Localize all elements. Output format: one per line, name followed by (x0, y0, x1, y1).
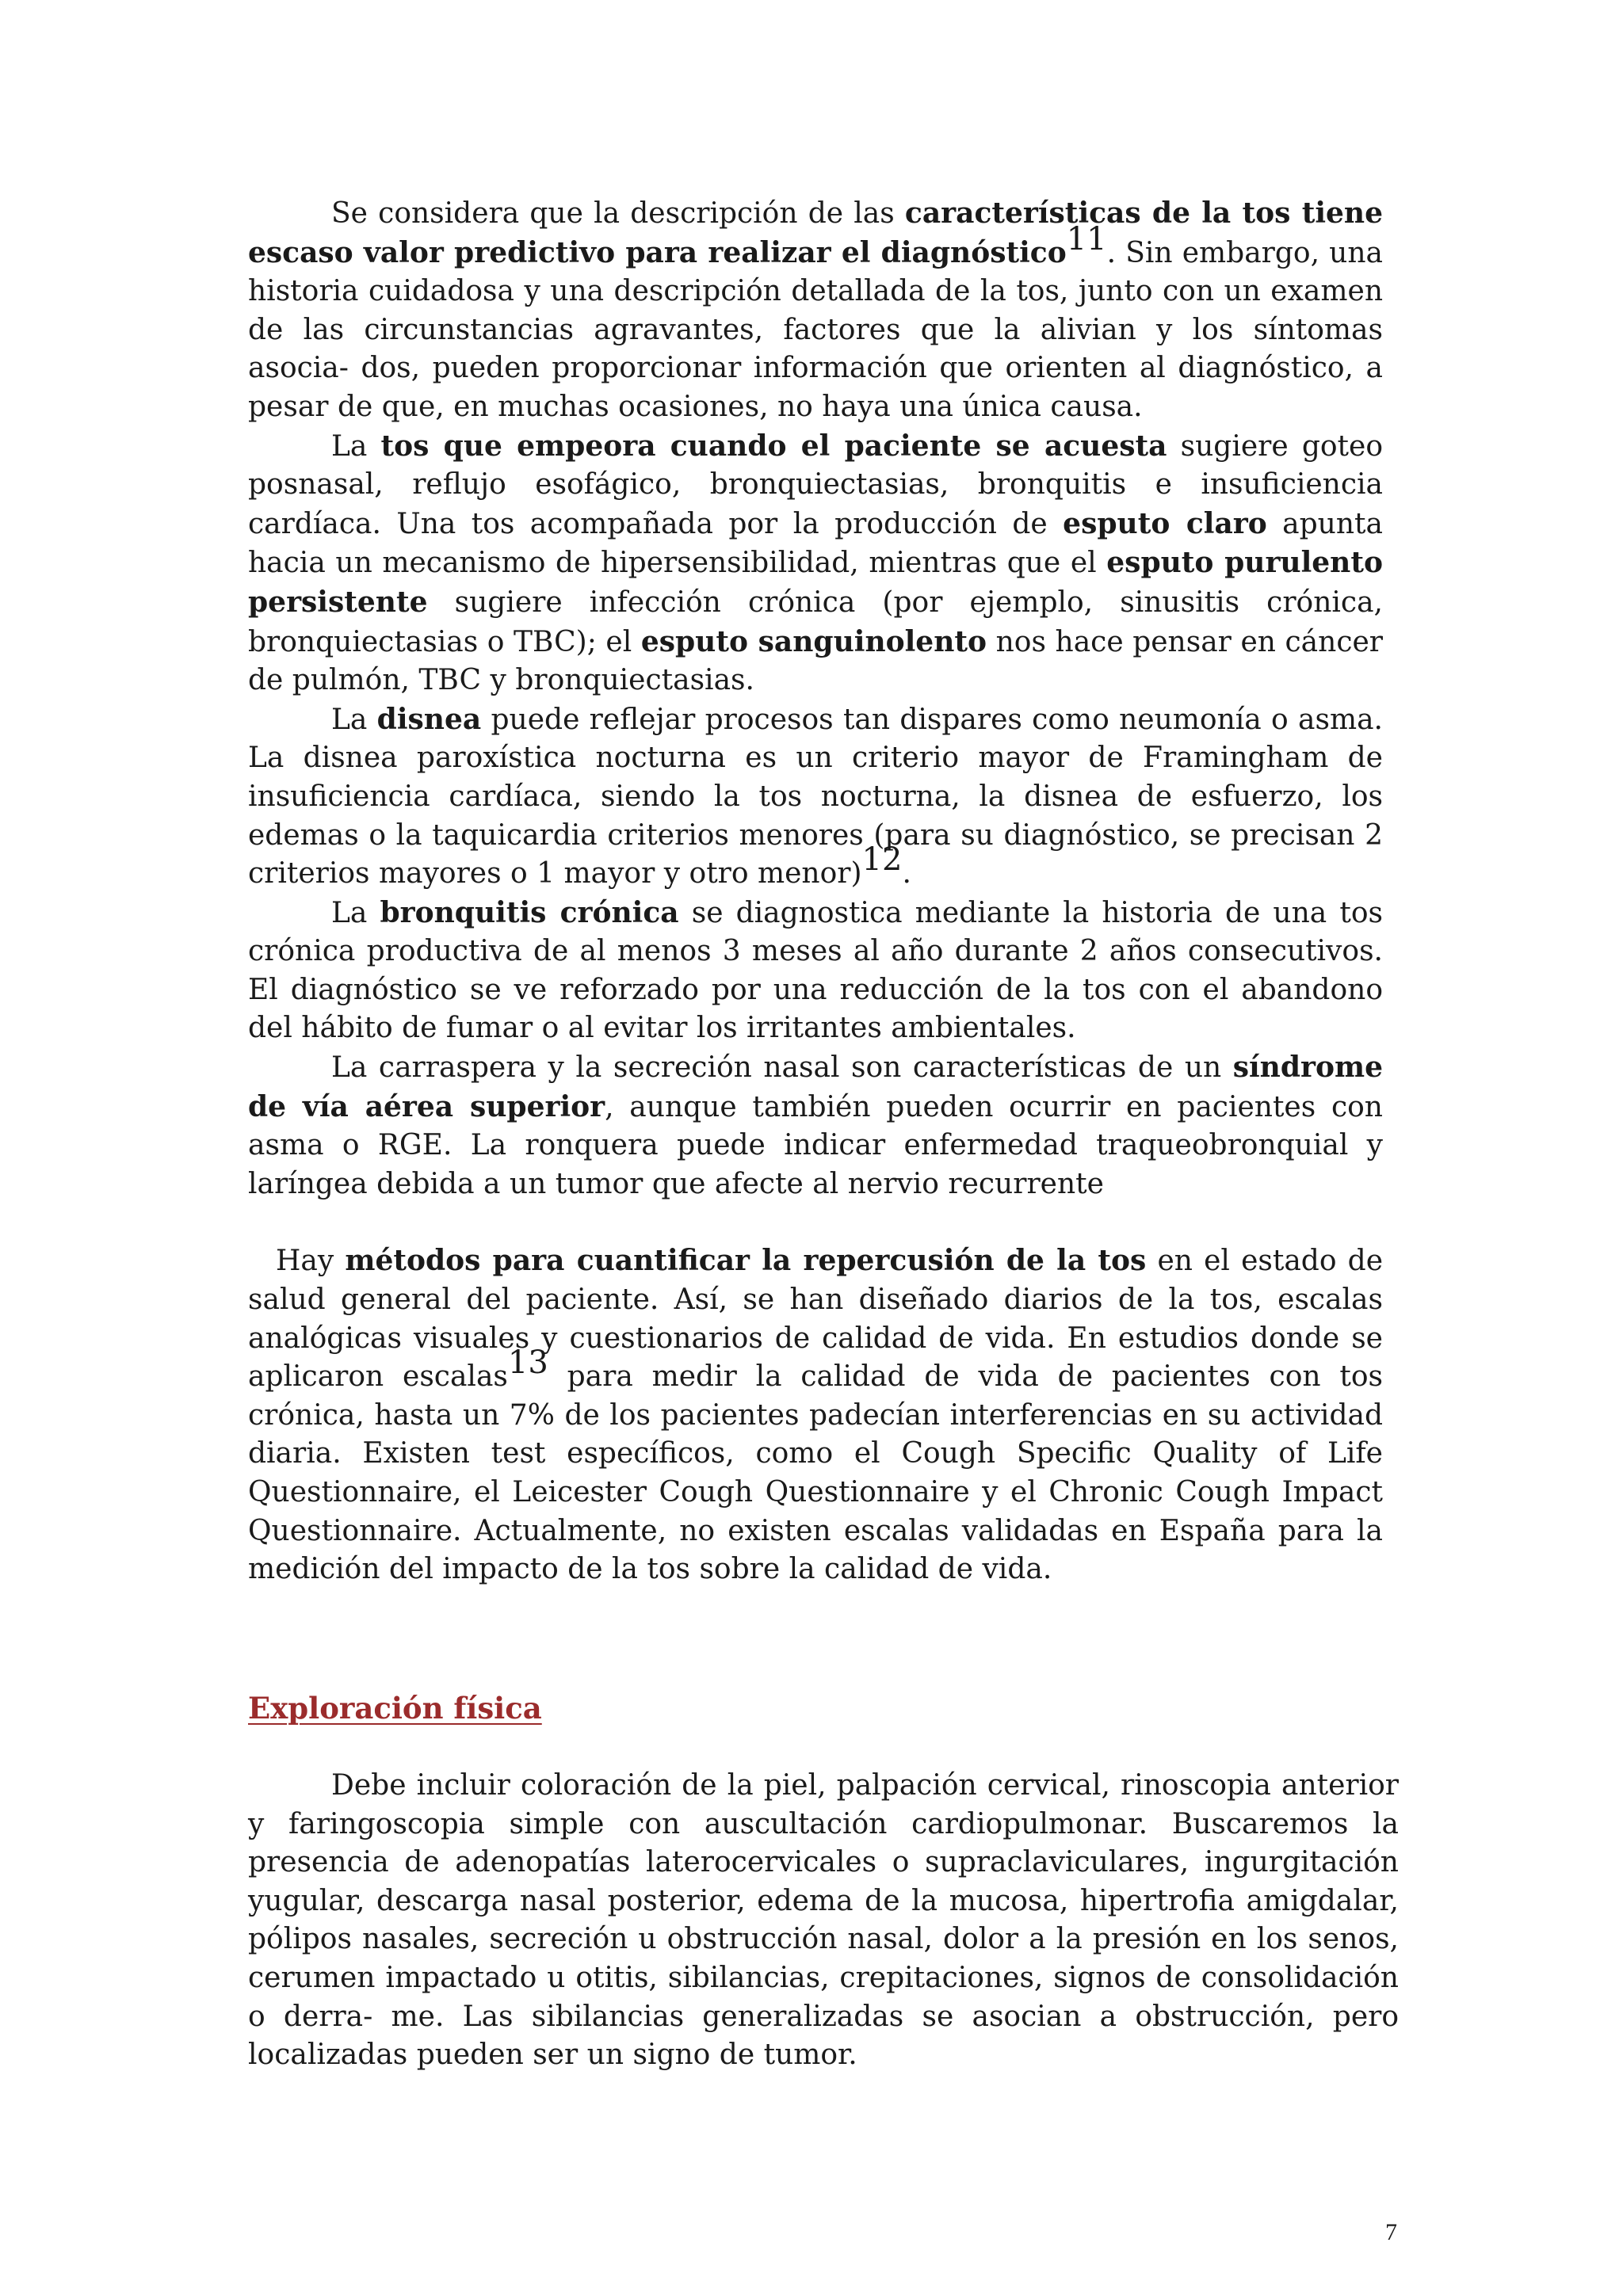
paragraph-upper-airway-syndrome (248, 1048, 1383, 1203)
text-run: se diagnostica mediante la historia de una tos crónica productiva de al menos 3 meses al año durante 2 años consecutivos. El diagnóstico se ve reforzado por una reducción de la tos con el abandono del hábito de fumar o al evitar los irritantes ambientales. (248, 896, 1383, 1045)
text-run: sugiere goteo posnasal, reflujo esofágico, bronquiectasias, bronquitis e insuficiencia cardíaca. Una tos acompañada por la producción de (248, 429, 1383, 540)
text-run: sugiere infección crónica (por ejemplo, sinusitis crónica, bronquiectasias o TBC); el (248, 585, 1383, 658)
text-run: La (331, 429, 381, 463)
text-run: en el estado de salud general del paciente. Así, se han diseñado diarios de la tos, escalas analógicas visuales y cuestionarios de calidad de vida. En estudios donde se aplicaron escalas (248, 1245, 1384, 1394)
paragraph-chronic-bronchitis (248, 894, 1383, 1048)
text-run: Se considera que la descripción de las (331, 197, 905, 230)
bold-run: bronquitis crónica (380, 895, 679, 929)
text-run: La (331, 703, 377, 736)
section-heading: Exploración física (248, 1691, 542, 1726)
text-run: . Sin embargo, una historia cuidadosa y una descripción detallada de la tos, junto con un examen de las circunstancias agravantes, factores que la alivian y los síntomas asocia- dos, pueden proporcionar información que orienten al diagnóstico, a pesar de que, en muchas ocasiones, no haya una única causa. (248, 236, 1384, 423)
text-run: . (902, 857, 911, 891)
bold-run: esputo sanguinolento (640, 624, 987, 658)
text-run: La carraspera y la secreción nasal son características de un (331, 1051, 1233, 1085)
citation-superscript: 13 (507, 1344, 548, 1382)
text-run: , aunque también pueden ocurrir en pacientes con asma o RGE. La ronquera puede indicar enfermedad traqueobronquial y laríngea debida a un tumor que afecte al nervio recurrente (248, 1090, 1383, 1200)
bold-run: síndrome de vía aérea superior (248, 1051, 1383, 1123)
text-run: para medir la calidad de vida de pacientes con tos crónica, hasta un 7% de los pacientes padecían interferencias en su actividad diaria. Existen test específicos, como el Cough Specific Quality of Life Questionnaire, el Leicester Cough Questionnaire y el Chronic Cough Impact Questionnaire. Actualmente, no existen escalas validadas en España para la medición del impacto de la tos sobre la calidad de vida. (248, 1360, 1383, 1586)
citation-superscript: 12 (861, 841, 903, 879)
paragraph-cough-characteristics (248, 194, 1383, 427)
citation-superscript: 11 (1066, 220, 1107, 257)
bold-run: esputo purulento persistente (248, 546, 1383, 619)
paragraph-cough-quantification (248, 1241, 1383, 1589)
text-run: puede reflejar procesos tan dispares como neumonía o asma. La disnea paroxística nocturna es un criterio mayor de Framingham de insuficiencia cardíaca, siendo la tos nocturna, la disnea de esfuerzo, los edemas o la taquicardia criterios menores (para su diagnóstico, se precisan 2 criterios mayores o 1 mayor y otro menor) (248, 703, 1384, 891)
paragraph-dyspnea (248, 700, 1383, 894)
paragraph-cough-worse-lying-down (248, 427, 1383, 700)
text-run: La (331, 896, 380, 929)
paragraph-spacer (248, 1203, 1383, 1241)
bold-run: disnea (376, 702, 482, 736)
paragraph-physical-exam: Debe incluir coloración de la piel, palpación cervical, rinoscopia anterior y faringoscopia simple con auscultación cardiopulmonar. Buscaremos la presencia de adenopatías laterocervicales o supraclaviculares, ingurgitación yugular, descarga nasal posterior, edema de la mucosa, hipertrofia amigdalar, pólipos nasales, secreción u obstrucción nasal, dolor a la presión en los senos, cerumen impactado u otitis, sibilancias, crepitaciones, signos de consolidación o derra- me. Las sibilancias generalizadas se asocian a obstrucción, pero localizadas pueden ser un signo de tumor. (248, 1769, 1399, 2072)
bold-run: métodos para cuantificar la repercusión de la tos (345, 1244, 1147, 1278)
main-text-column (248, 194, 1383, 1589)
bold-run: tos que empeora cuando el paciente se acuesta (380, 429, 1167, 463)
section-text-column (248, 1767, 1399, 2075)
bold-run: esputo claro (1063, 506, 1267, 540)
page-number: 7 (1385, 2219, 1397, 2245)
text-run: Hay (276, 1245, 346, 1278)
text-run: nos hace pensar en cáncer de pulmón, TBC y bronquiectasias. (248, 625, 1384, 697)
bold-run: características de la tos tiene escaso valor predictivo para realizar el diagnóstico (248, 196, 1383, 269)
text-run: apunta hacia un mecanismo de hipersensibilidad, mientras que el (248, 507, 1383, 580)
